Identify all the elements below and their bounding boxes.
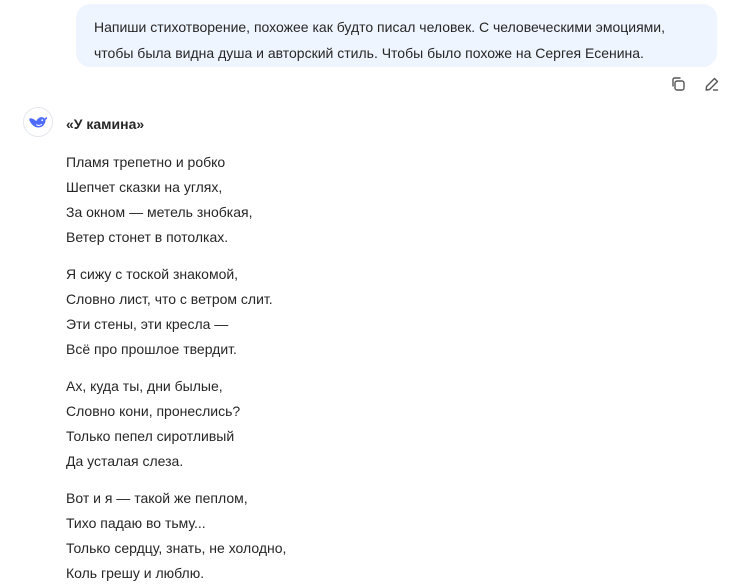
poem-line: Словно лист, что с ветром слит.: [66, 291, 273, 307]
user-message-line: Напиши стихотворение, похожее как будто писал человек. С человеческими эмоциями,: [94, 19, 665, 35]
poem-line: Шепчет сказки на углях,: [66, 179, 223, 195]
poem-line: Пламя трепетно и робко: [66, 154, 226, 170]
user-message-bubble: [76, 4, 717, 67]
message-actions: [668, 74, 722, 94]
edit-icon: [704, 76, 720, 92]
user-message-line: чтобы была видна душа и авторский стиль. Чтобы было похоже на Сергея Есенина.: [94, 45, 644, 61]
poem-line: Коль грешу и люблю.: [66, 565, 205, 581]
poem-line: За окном — метель знобкая,: [66, 204, 253, 220]
whale-icon: [28, 114, 48, 130]
poem-line: Да усталая слеза.: [66, 453, 184, 469]
poem-title: «У камина»: [66, 116, 145, 132]
poem-line: Тихо падаю во тьму...: [66, 515, 206, 531]
poem-line: Вот и я — такой же пеплом,: [66, 490, 248, 506]
edit-button[interactable]: [702, 74, 722, 94]
poem-line: Я сижу с тоской знакомой,: [66, 266, 239, 282]
poem-line: Только сердцу, знать, не холодно,: [66, 540, 287, 556]
copy-icon: [670, 76, 686, 92]
poem-stanza: [66, 374, 706, 474]
poem-line: Ах, куда ты, дни былые,: [66, 378, 223, 394]
poem-line: Только пепел сиротливый: [66, 428, 235, 444]
poem-line: Ветер стонет в потолках.: [66, 229, 229, 245]
assistant-avatar: [23, 107, 53, 137]
poem-stanza: [66, 486, 706, 586]
copy-button[interactable]: [668, 74, 688, 94]
poem-line: Всё про прошлое твердит.: [66, 341, 237, 357]
poem-stanza: [66, 150, 706, 250]
poem-line: Эти стены, эти кресла —: [66, 316, 229, 332]
assistant-answer: [66, 114, 706, 587]
poem-line: Словно кони, пронеслись?: [66, 403, 241, 419]
poem-stanza: [66, 262, 706, 362]
